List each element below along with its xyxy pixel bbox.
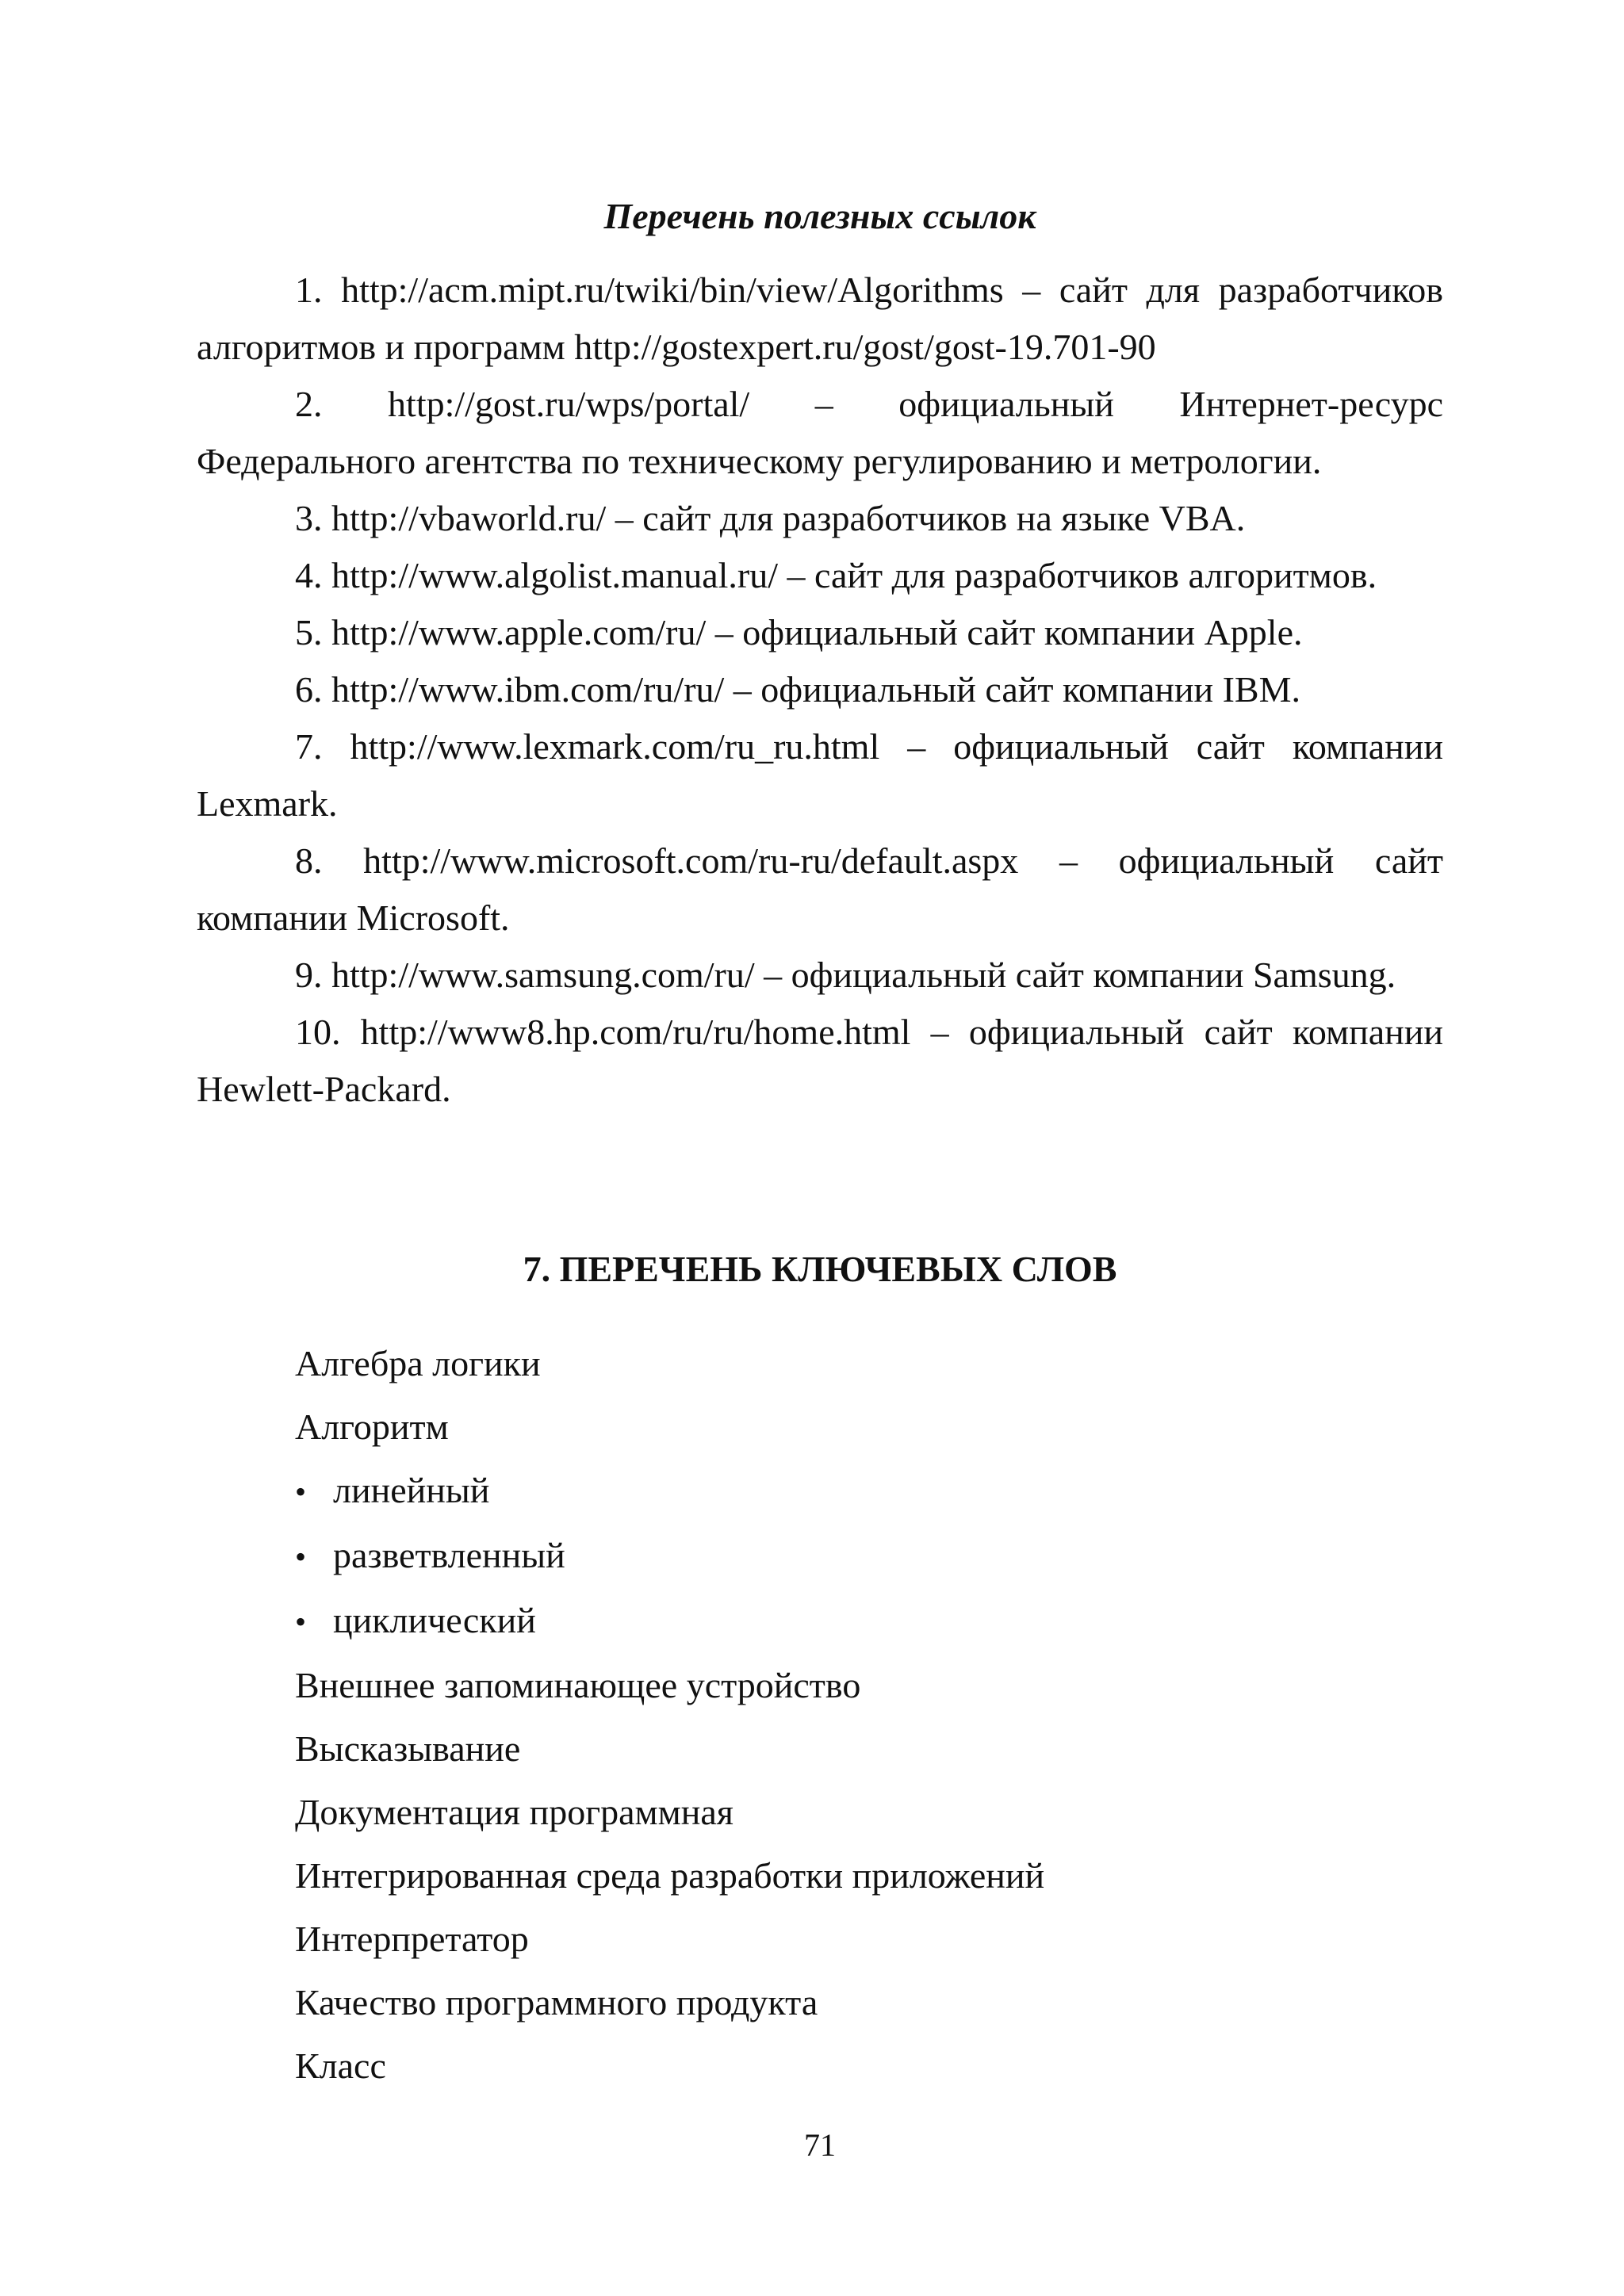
keyword-item: Документация программная xyxy=(295,1792,733,1832)
link-item: 4. http://www.algolist.manual.ru/ – сайт для разработчиков алгоритмов. xyxy=(295,555,1377,595)
bullet-icon xyxy=(295,1524,333,1589)
link-item: 9. http://www.samsung.com/ru/ – официальный сайт компании Samsung. xyxy=(295,955,1396,995)
keyword-subitem-label: разветвленный xyxy=(333,1535,565,1575)
keyword-item: Интерпретатор xyxy=(295,1919,529,1959)
links-section-title: Перечень полезных ссылок xyxy=(603,196,1036,236)
keyword-subitem-label: линейный xyxy=(333,1470,490,1510)
link-item: 3. http://vbaworld.ru/ – сайт для разработчиков на языке VBA. xyxy=(295,498,1246,538)
keywords-list xyxy=(295,1332,1443,2098)
keyword-item: Внешнее запоминающее устройство xyxy=(295,1665,861,1705)
keyword-subitem xyxy=(295,1524,1443,1589)
link-item: 1. http://acm.mipt.ru/twiki/bin/view/Algorithms – сайт для разработчиков алгоритмов и программ http://gostexpert.ru/gost/gost-19.701-90 xyxy=(197,270,1443,367)
keyword-subitem xyxy=(295,1589,1443,1654)
keyword-item: Высказывание xyxy=(295,1728,521,1769)
bullet-icon xyxy=(295,1459,333,1524)
link-item: 10. http://www8.hp.com/ru/ru/home.html – официальный сайт компании Hewlett-Packard. xyxy=(197,1012,1443,1109)
keyword-item: Алгебра логики xyxy=(295,1343,541,1383)
keywords-section-title: 7. ПЕРЕЧЕНЬ КЛЮЧЕВЫХ СЛОВ xyxy=(523,1249,1117,1289)
bullet-icon xyxy=(295,1589,333,1654)
keyword-item: Алгоритм xyxy=(295,1406,449,1447)
link-item: 7. http://www.lexmark.com/ru_ru.html – официальный сайт компании Lexmark. xyxy=(197,726,1443,824)
keyword-item: Класс xyxy=(295,2045,386,2086)
page-number: 71 xyxy=(804,2127,836,2163)
link-item: 8. http://www.microsoft.com/ru-ru/default.aspx – официальный сайт компании Microsoft. xyxy=(197,840,1443,938)
link-item: 2. http://gost.ru/wps/portal/ – официальный Интернет-ресурс Федерального агентства по техническому регулированию и метрологии. xyxy=(197,384,1443,481)
document-page xyxy=(197,0,1443,2296)
keyword-subitem-label: циклический xyxy=(333,1600,536,1640)
link-item: 5. http://www.apple.com/ru/ – официальный сайт компании Apple. xyxy=(295,612,1303,652)
keyword-subitem xyxy=(295,1459,1443,1524)
link-item: 6. http://www.ibm.com/ru/ru/ – официальный сайт компании IBM. xyxy=(295,669,1301,710)
keyword-item: Интегрированная среда разработки приложений xyxy=(295,1855,1045,1896)
keyword-item: Качество программного продукта xyxy=(295,1982,818,2022)
links-list xyxy=(197,262,1443,1118)
